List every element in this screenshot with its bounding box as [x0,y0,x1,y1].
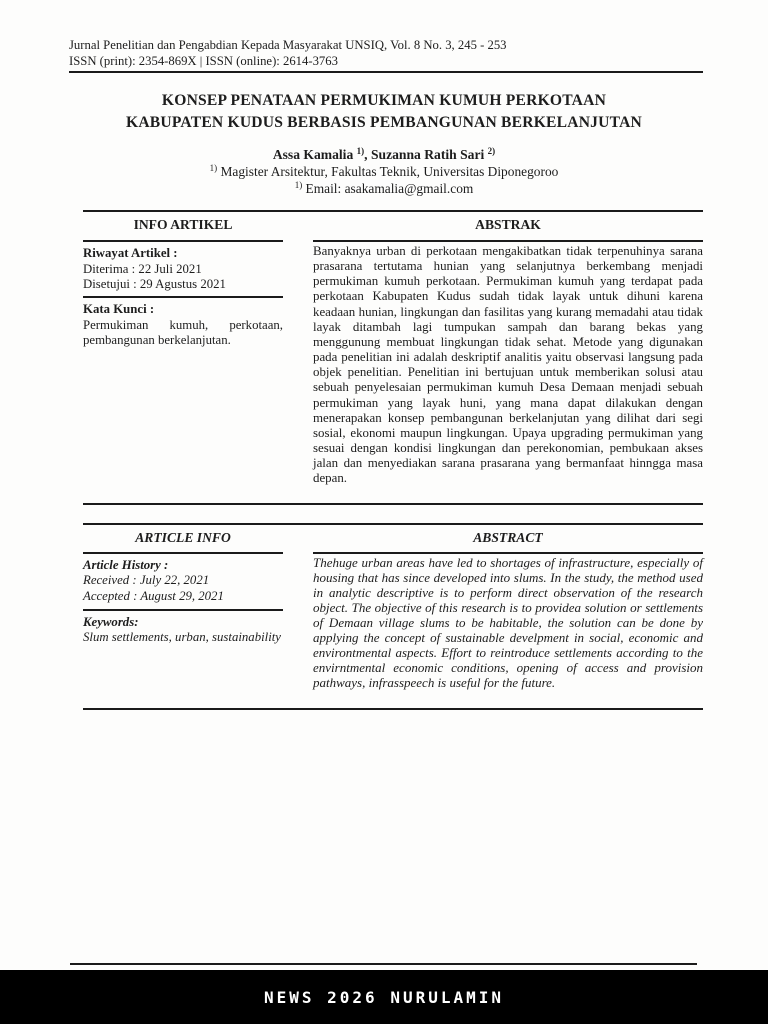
section1-top-rule [83,210,703,212]
received-line: Received : July 22, 2021 [83,573,210,588]
abstrak-text: Banyaknya urban di perkotaan mengakibatkan tidak terpenuhinya sarana prasarana tertutama hunian yang selanjutnya berkembang menjadi permukiman kumuh perkotaan. Permukiman kumuh yang terdapat pada perkotaan Kabupaten Kudus sudah tidak layak untuk dihuni karena keadaan hunian, lingkungan dan fasilitas yang kurang memadahi atau tidak layak ditambah lagi tumpukan sampah dan barang bekas yang menggunung membuat lingkungan tidak sehat. Metode yang digunakan pada penelitian ini adalah deskriptif analitis yaitu observasi langsung pada objek penelitian. Penelitian ini bertujuan untuk memberikan solusi atau sebuah penyelesaian permukiman kumuh Desa Demaan menjadi sebuah permukiman yang layak huni, yang mana dapat dilakukan dengan menerapakan konsep pembangunan berkelanjutan yang dilihat dari segi sosial, ekonomi maupun lingkungan. Upaya upgrading permukiman yang sesuai dengan kondisi lingkungan dan perekonomian, pembukaan akses jalan dan menyediakan sarana prasarana yang bermanfaat hinngga masa depan. [313,244,703,486]
info-artikel-underline [83,240,283,242]
journal-header-line1: Jurnal Penelitian dan Pengabdian Kepada Masyarakat UNSIQ, Vol. 8 No. 3, 245 - 253 [69,38,507,52]
diterima-line: Diterima : 22 Juli 2021 [83,261,202,276]
journal-header [69,37,703,69]
authors-line [0,147,768,163]
keywords-text: Slum settlements, urban, sustainability [83,630,281,645]
watermark-text: NEWS 2026 NURULAMIN [263,987,505,1007]
author-superscript-2: 2) [487,146,496,156]
kata-kunci-separator-rule [83,296,283,298]
kata-kunci-block [83,302,283,349]
email-line [0,181,768,197]
kata-kunci-text: Permukiman kumuh, perkotaan, pembangunan berkelanjutan. [83,317,283,348]
keywords-block [83,615,283,646]
article-history-en-block [83,558,283,604]
abstrak-heading: ABSTRAK [475,217,541,232]
article-info-underline [83,552,283,554]
email-text: Email: asakamalia@gmail.com [305,181,474,196]
affiliation-text: Magister Arsitektur, Fakultas Teknik, Universitas Diponegoroo [220,164,559,179]
article-title [0,90,768,134]
journal-issn-line: ISSN (print): 2354-869X | ISSN (online): 2614-3763 [69,54,338,68]
article-history-label: Article History : [83,558,169,572]
abstract-text: Thehuge urban areas have led to shortages of infrastructure, especially of housing that has since developed into slums. In the study, the method used in analytic descriptive is to perform direct observation of the research object. The objective of this research is to providea solution or settlements of Demaan village slums to be habitable, the solution can be done by applying the concept of sustainable develpment in social, economic and environtmental aspects. Effort to reintroduce settlements according to the envirntmental economic conditions, opening of access and provision pathways, infrasspeech is useful for the future. [313,555,703,690]
abstract-heading: ABSTRACT [473,530,543,545]
header-rule [69,71,703,73]
email-superscript: 1) [294,180,303,190]
keywords-label: Keywords: [83,615,139,629]
keywords-separator-rule [83,609,283,611]
section2-top-rule [83,523,703,525]
article-title-line1: KONSEP PENATAAN PERMUKIMAN KUMUH PERKOTAAN [161,92,607,109]
section2-bottom-rule [83,708,703,710]
author-name-2: Suzanna Ratih Sari [370,147,485,162]
riwayat-artikel-label: Riwayat Artikel : [83,246,178,260]
author-superscript-1: 1) [356,146,365,156]
watermark-bar [0,970,768,1024]
page-footer-rule [70,963,697,965]
author-separator: , [364,147,371,162]
info-artikel-heading: INFO ARTIKEL [133,217,233,232]
article-title-line2: KABUPATEN KUDUS BERBASIS PEMBANGUNAN BERKELANJUTAN [126,114,642,131]
abstrak-underline [313,240,703,242]
author-name-1: Assa Kamalia [272,147,354,162]
affiliation-superscript: 1) [209,163,218,173]
abstract-underline [313,552,703,554]
article-info-heading: ARTICLE INFO [135,530,231,545]
kata-kunci-label: Kata Kunci : [83,302,155,316]
article-history-id-block [83,246,283,293]
accepted-line: Accepted : August 29, 2021 [83,588,224,603]
affiliation-line [0,164,768,180]
section1-bottom-rule [83,503,703,505]
disetujui-line: Disetujui : 29 Agustus 2021 [83,277,226,292]
